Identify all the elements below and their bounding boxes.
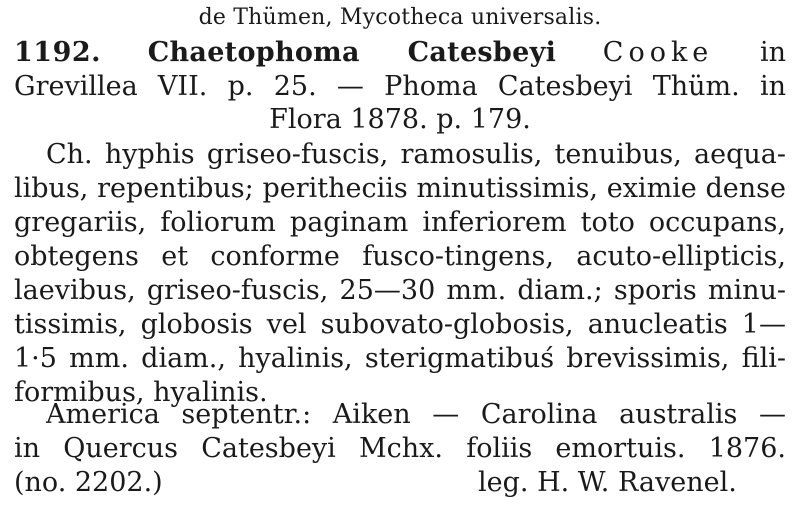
description-line: laevibus, griseo-fuscis, 25—30 mm. diam.; sporis minu- [14,275,786,306]
entry-heading-line-2: Grevillea VII. p. 25. — Phoma Catesbeyi Thüm. in [14,71,786,102]
description-line: 1·5 mm. diam., hyalinis, sterigmatibuś brevissimis, fili- [14,343,786,374]
author-name: Cooke [602,37,714,68]
entry-heading-tail: in [759,37,786,68]
locality-line: in Quercus Catesbeyi Mchx. foliis emortuis. 1876. [14,433,786,464]
collector: leg. H. W. Ravenel. [478,467,737,498]
description-line: formibus, hyalinis. [14,377,268,408]
description-line: gregariis, foliorum paginam inferiorem toto occupans, [14,207,786,238]
specimen-collector-line [14,466,786,500]
running-head: de Thümen, Mycotheca universalis. [198,5,602,30]
description-line: libus, repentibus; peritheciis minutissimis, eximie dense [14,173,786,204]
species-name: Chaetophoma Catesbeyi [147,37,557,68]
entry-heading-line-3: Flora 1878. p. 179. [269,104,531,135]
entry-heading-line-1 [14,36,786,70]
locality-line: America septentr.: Aiken — Carolina australis — [46,399,786,430]
description-line: tissimis, globosis vel subovato-globosis, anucleatis 1— [14,309,786,340]
description-line: obtegens et conforme fusco-tingens, acuto-ellipticis, [14,241,786,272]
specimen-number: (no. 2202.) [14,467,163,498]
description-line: Ch. hyphis griseo-fuscis, ramosulis, tenuibus, aequa- [46,139,786,170]
entry-number: 1192. [14,37,102,68]
